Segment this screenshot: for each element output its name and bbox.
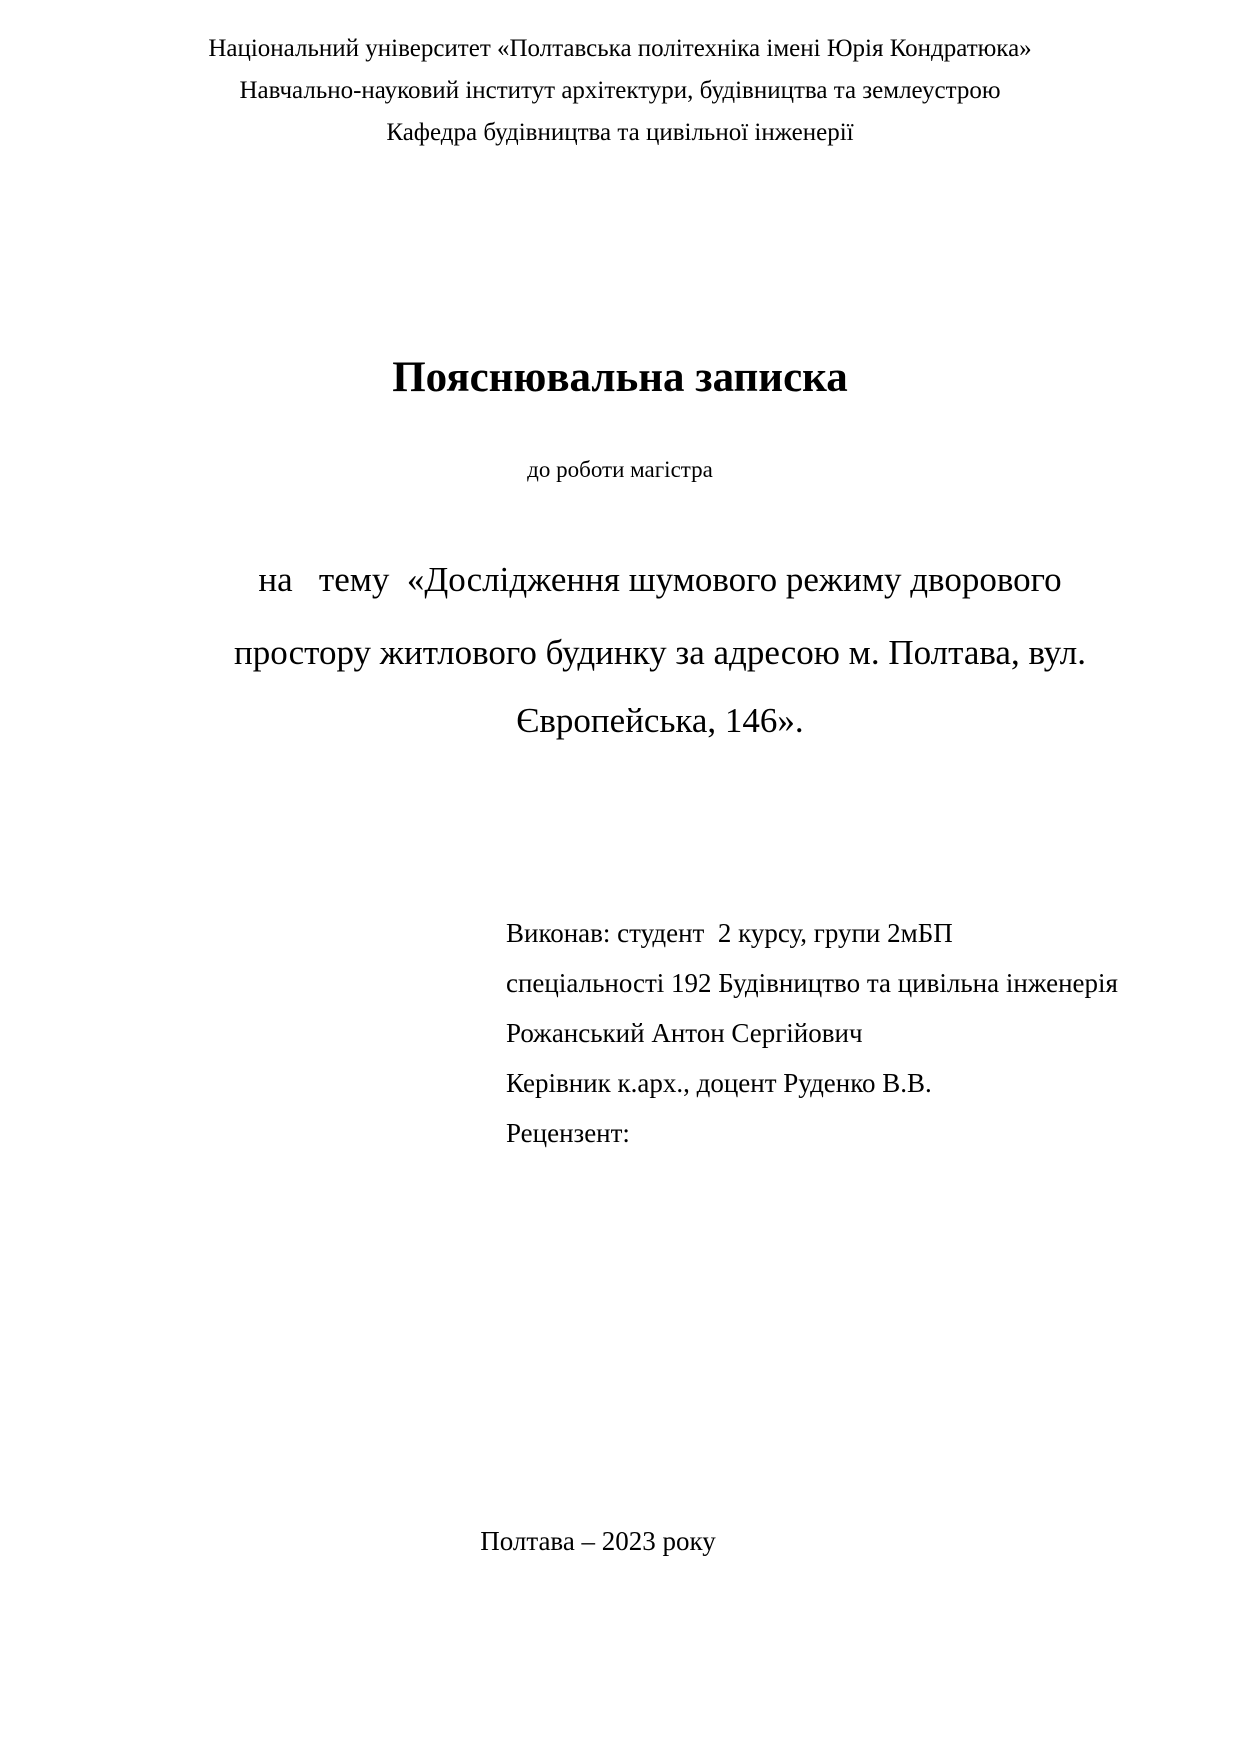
theme-line: Європейська, 146». <box>516 701 804 740</box>
university-name: Національний університет «Полтавська політехніка імені Юрія Кондратюка» <box>208 35 1032 62</box>
performer-line: Виконав: студент 2 курсу, групи 2мБП <box>506 918 953 948</box>
theme-line: простору житлового будинку за адресою м. Полтава, вул. <box>234 633 1086 672</box>
student-name: Рожанський Антон Сергійович <box>506 1018 863 1048</box>
theme-line: на тему «Дослідження шумового режиму дворового <box>258 560 1062 599</box>
reviewer-line: Рецензент: <box>506 1118 630 1148</box>
supervisor-line: Керівник к.арх., доцент Руденко В.В. <box>506 1068 932 1098</box>
place-and-year: Полтава – 2023 року <box>480 1526 716 1556</box>
specialty-line: спеціальності 192 Будівництво та цивільна інженерія <box>506 968 1118 998</box>
institute-name: Навчально-науковий інститут архітектури, будівництва та землеустрою <box>239 77 1001 104</box>
department-name: Кафедра будівництва та цивільної інженерії <box>386 119 854 146</box>
document-title: Пояснювальна записка <box>392 354 848 401</box>
document-subtitle: до роботи магістра <box>527 457 713 482</box>
